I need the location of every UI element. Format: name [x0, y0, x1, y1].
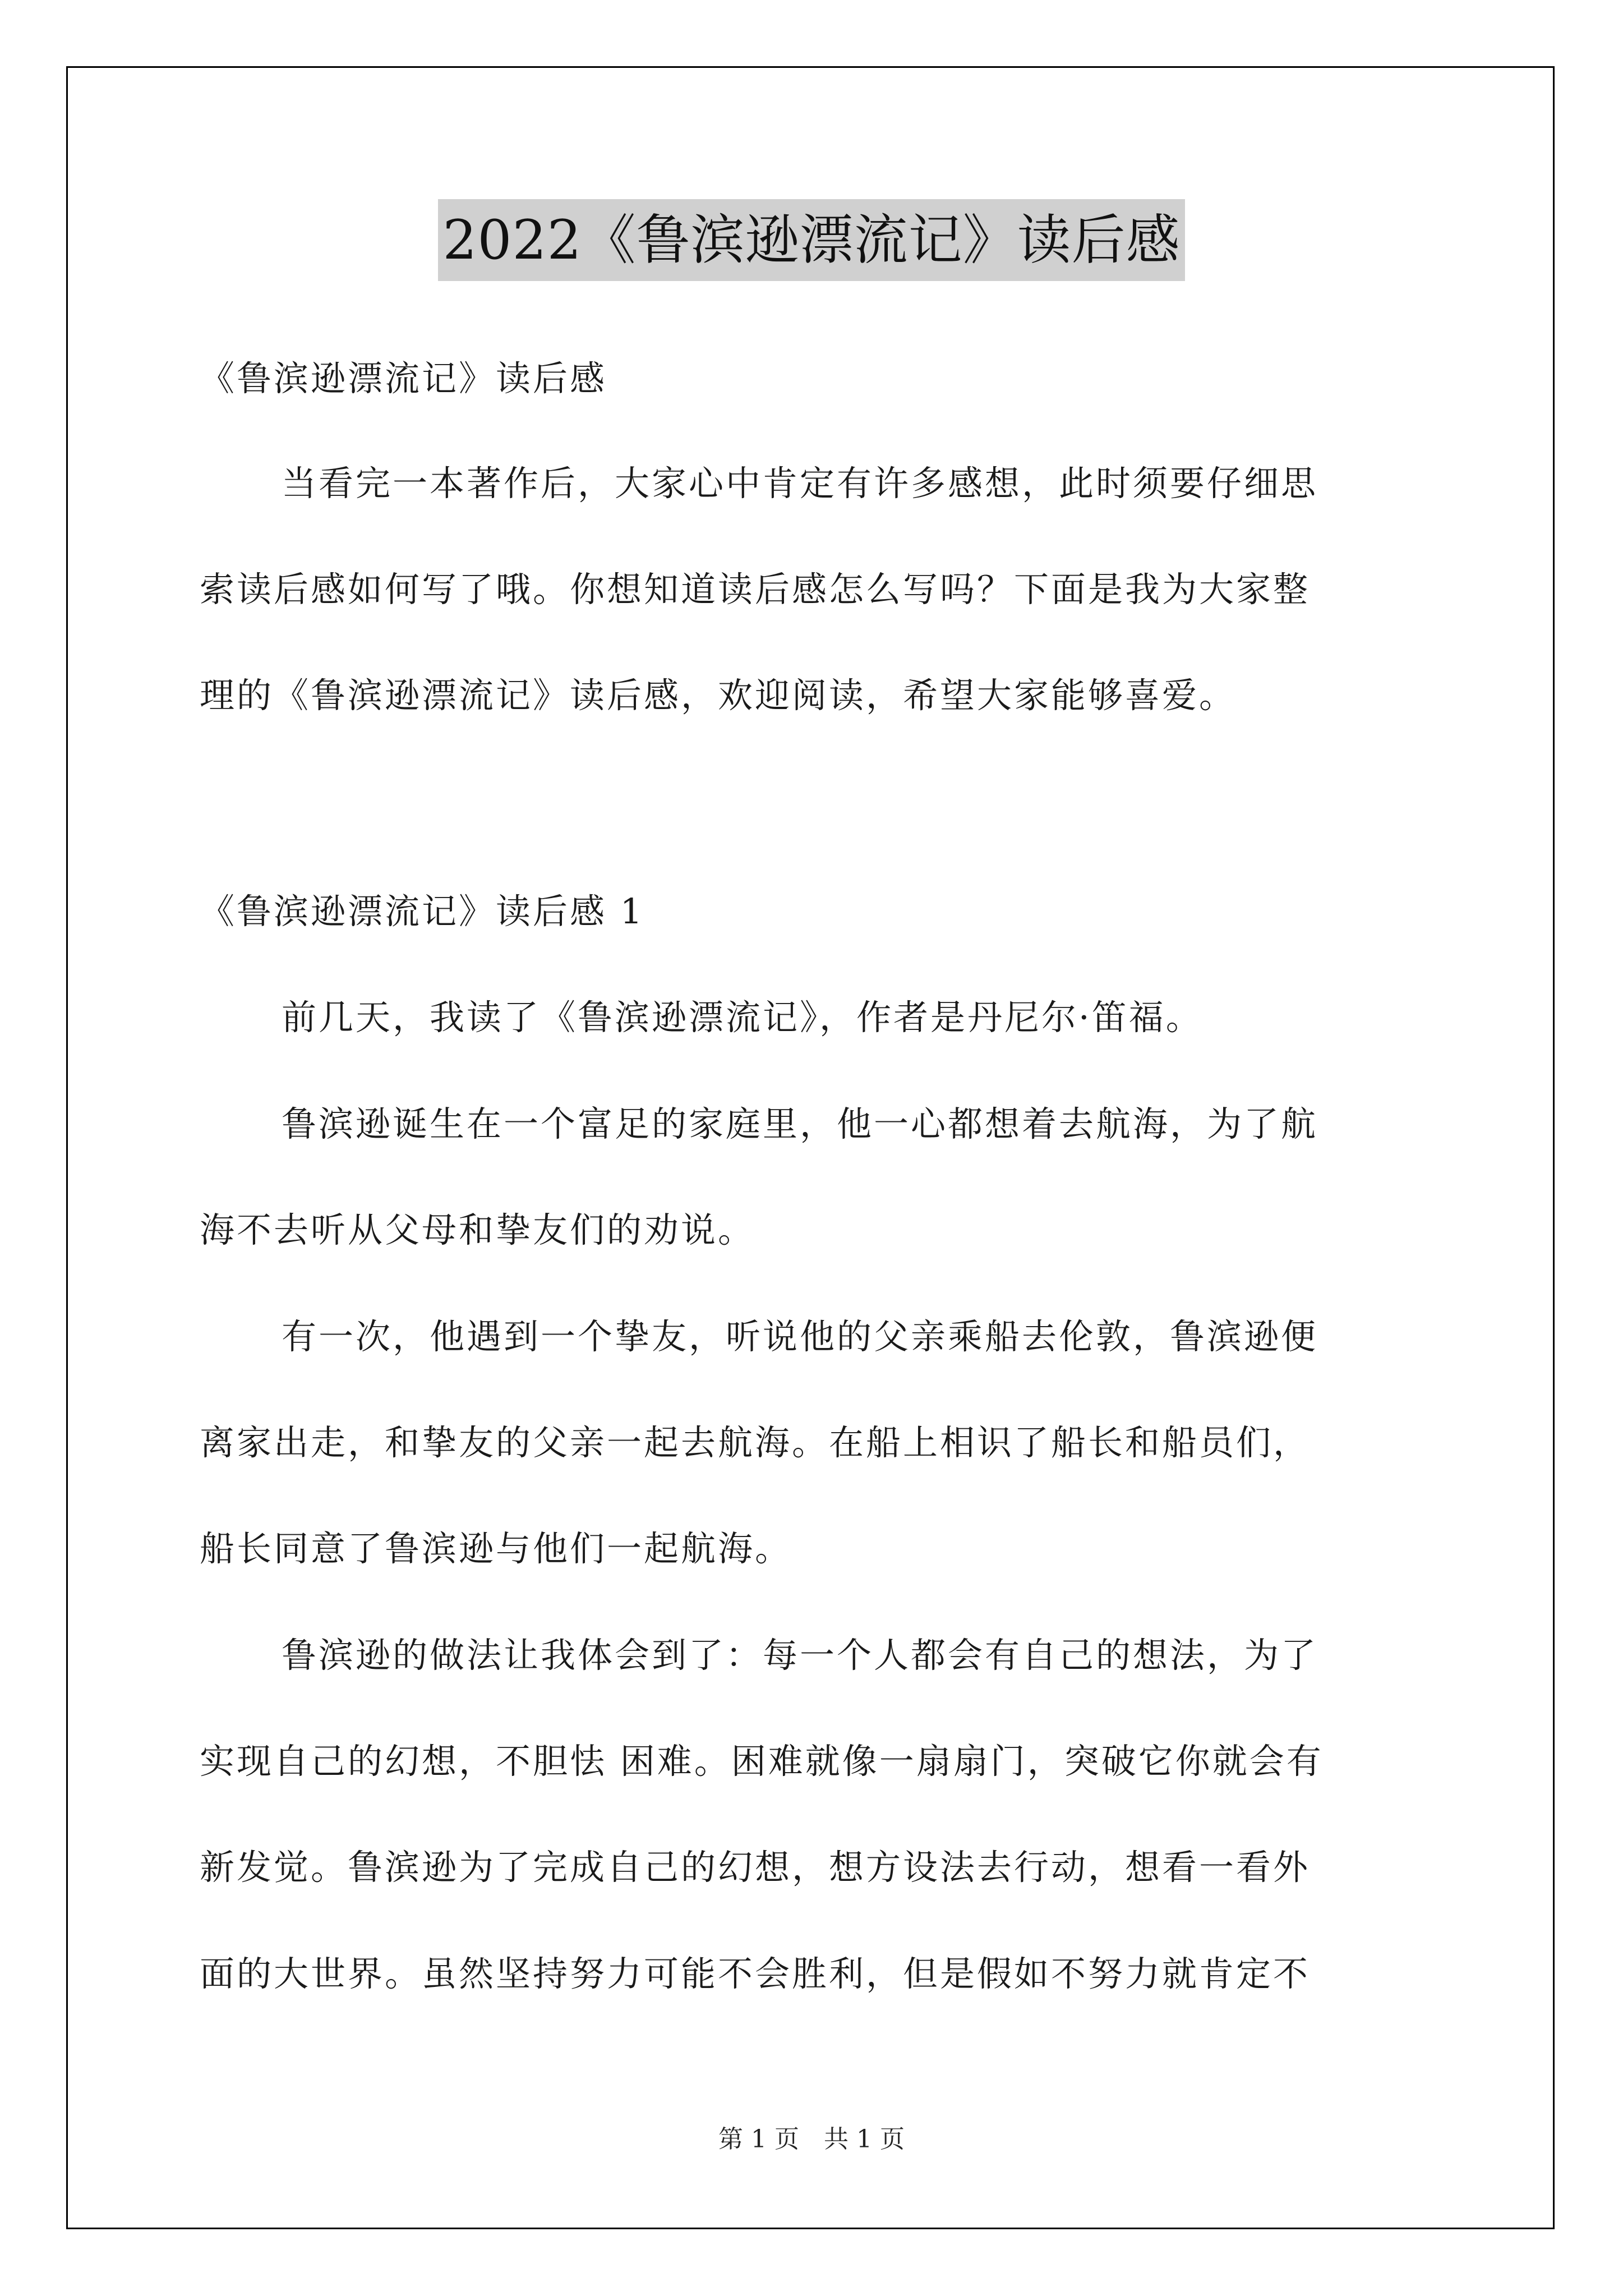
intro-line: 索读后感如何写了哦。你想知道读后感怎么写吗？下面是我为大家整: [200, 569, 1311, 610]
paragraph-line: 实现自己的幻想，不胆怯 困难。困难就像一扇扇门，突破它你就会有: [200, 1741, 1324, 1782]
page-footer: 第 1 页 共 1 页: [718, 2125, 905, 2154]
title-container: [0, 199, 1623, 281]
subtitle: 《鲁滨逊漂流记》读后感: [200, 358, 607, 399]
paragraph-line: 有一次，他遇到一个挚友，听说他的父亲乘船去伦敦，鲁滨逊便: [282, 1316, 1318, 1357]
section-heading: 《鲁滨逊漂流记》读后感 1: [200, 891, 645, 932]
paragraph-line: 船长同意了鲁滨逊与他们一起航海。: [200, 1528, 792, 1569]
intro-line: 理的《鲁滨逊漂流记》读后感，欢迎阅读，希望大家能够喜爱。: [200, 675, 1237, 716]
paragraph-line: 鲁滨逊诞生在一个富足的家庭里，他一心都想着去航海，为了航: [282, 1103, 1318, 1144]
paragraph-line: 海不去听从父母和挚友们的劝说。: [200, 1209, 755, 1250]
paragraph-line: 面的大世界。虽然坚持努力可能不会胜利，但是假如不努力就肯定不: [200, 1953, 1311, 1994]
paragraph-line: 离家出走，和挚友的父亲一起去航海。在船上相识了船长和船员们，: [200, 1422, 1311, 1463]
paragraph-line: 新发觉。鲁滨逊为了完成自己的幻想，想方设法去行动，想看一看外: [200, 1847, 1311, 1888]
document-title: 2022《鲁滨逊漂流记》读后感: [438, 199, 1184, 281]
paragraph-line: 前几天，我读了《鲁滨逊漂流记》，作者是丹尼尔·笛福。: [282, 997, 1203, 1038]
intro-line: 当看完一本著作后，大家心中肯定有许多感想，此时须要仔细思: [282, 463, 1318, 504]
paragraph-line: 鲁滨逊的做法让我体会到了：每一个人都会有自己的想法，为了: [282, 1635, 1318, 1676]
